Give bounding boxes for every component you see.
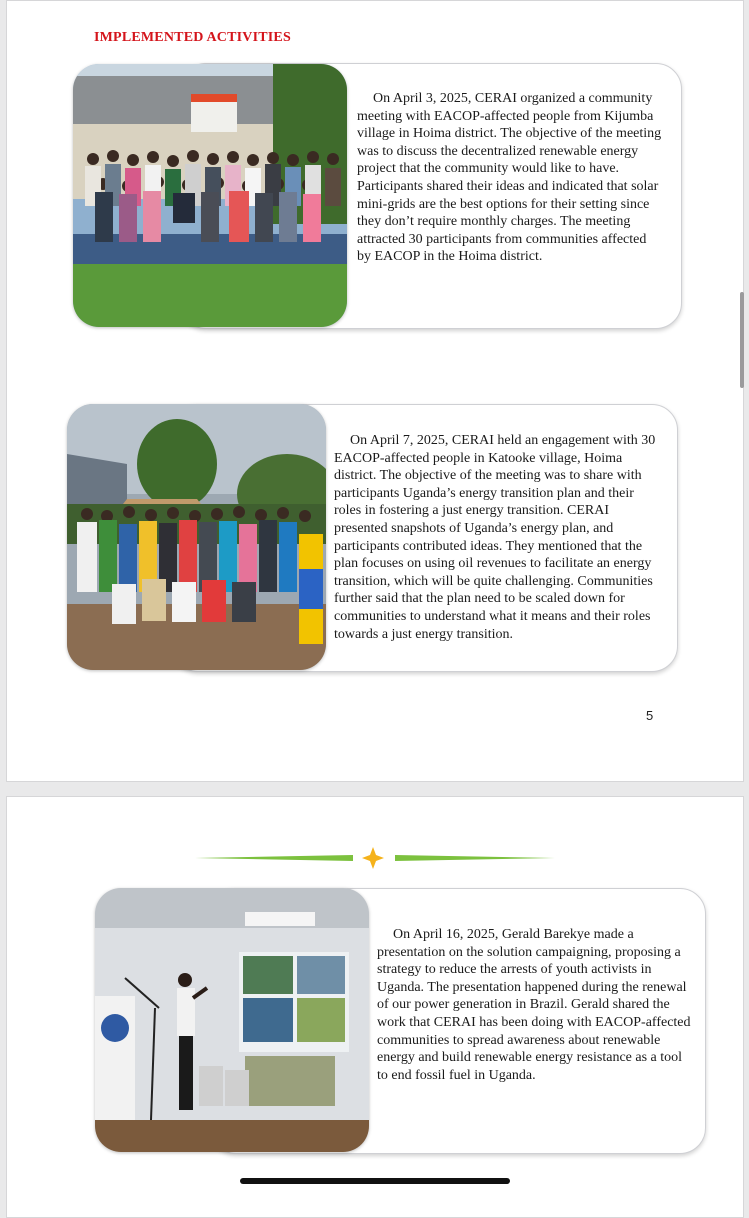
section-heading: IMPLEMENTED ACTIVITIES	[94, 30, 291, 45]
divider-ornament	[195, 846, 555, 870]
activity-2-text: On April 7, 2025, CERAI held an engagement with 30 EACOP-affected people in Katooke village, Hoima district. The objective of the meeting was to share with participants Uganda’s energy transition plan and their roles in fostering a just energy transition. CERAI presented snapshots of Uganda’s energy plan, and participants contributed ideas. They mentioned that the plan focuses on using oil revenues to facilitate an energy transition, which will be quite challenging. Communities further said that the plan need to be scaled down for communities to understand what it means and their roles towards a just energy transition.	[334, 433, 656, 642]
page-number: 5	[646, 708, 654, 723]
activity-1-photo	[73, 64, 347, 327]
activity-3-text: On April 16, 2025, Gerald Barekye made a presentation on the solution campaigning, proposing a strategy to reduce the arrests of youth activists in Uganda. The presentation happened during the renewal of our power generation in Brazil. Gerald shared the work that CERAI has been doing with EACOP-affected communities to spread awareness about renewable energy and build renewable energy resistance as a tool to end fossil fuel in Uganda.	[377, 927, 691, 1083]
activity-1-text: On April 3, 2025, CERAI organized a community meeting with EACOP-affected people from Kijumba village in Hoima district. The objective of the meeting was to discuss the decentralized renewable energy project that the community would like to have. Participants shared their ideas and indicated that solar mini-grids are the best options for their setting since they don’t require monthly charges. The meeting attracted 30 participants from communities affected by EACOP in the Hoima district.	[357, 91, 662, 265]
activity-2-photo	[67, 404, 326, 670]
plus-star-icon	[362, 847, 384, 869]
scrollbar-thumb[interactable]	[740, 292, 744, 388]
home-indicator[interactable]	[240, 1178, 510, 1184]
activity-3-photo	[95, 888, 369, 1152]
